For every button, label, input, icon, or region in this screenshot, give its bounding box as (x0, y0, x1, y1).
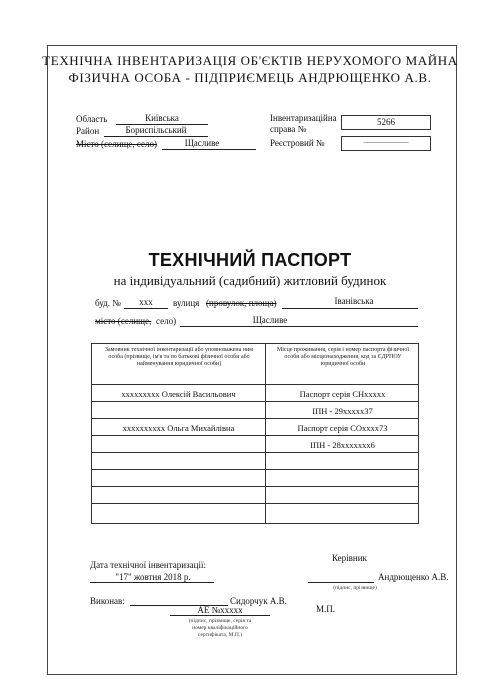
table-row: Паспорт серія СОхххх73 (297, 423, 388, 433)
certificate-value: АЕ №ххххх (197, 605, 243, 615)
table-column-separator (265, 344, 266, 523)
certificate-caption-2: номер кваліфікаційного (192, 625, 248, 631)
inventory-date-value: "17" жовтня 2018 р. (115, 572, 191, 582)
inventory-case-label-2: справа № (270, 124, 307, 134)
header-line-2: ФІЗИЧНА ОСОБА - ПІДПРИЄМЕЦЬ АНДРЮЩЕНКО А.В. (68, 70, 432, 85)
street-struck-text: (провулок, площа) (206, 298, 277, 308)
stamp-label: М.П. (316, 604, 336, 614)
head-signature-line (308, 582, 374, 583)
inventory-date-underline (90, 582, 214, 583)
inventory-date-label: Дата технічної інвентаризації: (90, 560, 206, 570)
region-value: Київська (145, 113, 179, 123)
header-line-1: ТЕХНІЧНА ІНВЕНТАРИЗАЦІЯ ОБ'ЄКТІВ НЕРУХОМОГО МАЙНА (42, 53, 458, 68)
district-value: Бориспільський (125, 125, 187, 135)
inventory-case-label-1: Інвентаризаційна (270, 113, 337, 123)
table-row: Паспорт серія СНххххх (299, 389, 386, 399)
table-row: ІПН - 29ххххх37 (312, 406, 373, 416)
customer-table (91, 343, 419, 524)
registry-value: ————— (363, 137, 409, 147)
certificate-caption-1: (підпис, прізвище, серія та (188, 618, 252, 624)
street-underline (282, 308, 418, 309)
building-label: буд. № (95, 298, 121, 308)
building-value: ххх (139, 297, 153, 307)
city-underline (162, 149, 256, 150)
table-header-address: Місце проживання, серія і номер паспорта фізичної особи або місцезнаходження, код за ЄДРПОУ юридичної особи (276, 347, 410, 367)
address-city-label: село) (156, 316, 177, 326)
table-row: ІПН - 28ххххххх6 (310, 440, 375, 450)
document-title: ТЕХНІЧНИЙ ПАСПОРТ (148, 250, 352, 270)
head-caption: (підпис, прізвище) (333, 585, 377, 591)
region-label: Область (76, 114, 108, 124)
district-label: Район (76, 126, 100, 136)
city-value: Щасливе (184, 138, 220, 148)
address-city-label-struck: місто (селище, (95, 316, 152, 326)
registry-label: Реєстровий № (270, 138, 325, 148)
street-value: Іванівська (334, 296, 374, 306)
table-header-customer: Замовник технічної інвентаризації або уповноважена ним особа (прізвище, ім'я та по батькові фізичної особи або найменування юридичної особи) (104, 347, 254, 367)
building-underline (124, 308, 168, 309)
head-name: Андрющенко А.В. (378, 572, 449, 582)
document-subtitle: на індивідуальний (садибний) житловий будинок (113, 273, 387, 288)
table-row: хххххххххх Ольга Михайлівна (122, 423, 235, 433)
district-underline (104, 136, 208, 137)
table-row: ххххххххх Олексій Васильович (121, 389, 236, 399)
street-label: вулиця (173, 298, 200, 308)
address-city-underline (180, 326, 418, 327)
city-label: Місто (селище, село) (76, 139, 157, 149)
executor-name: Сидорчук А.В. (230, 596, 287, 606)
executor-label: Виконав: (90, 596, 125, 606)
certificate-caption-3: сертифіката, М.П.) (197, 632, 243, 638)
inventory-case-value: 5266 (377, 117, 395, 127)
certificate-underline (170, 615, 270, 616)
address-city-value: Щасливе (252, 315, 288, 325)
head-label: Керівник (332, 553, 367, 563)
